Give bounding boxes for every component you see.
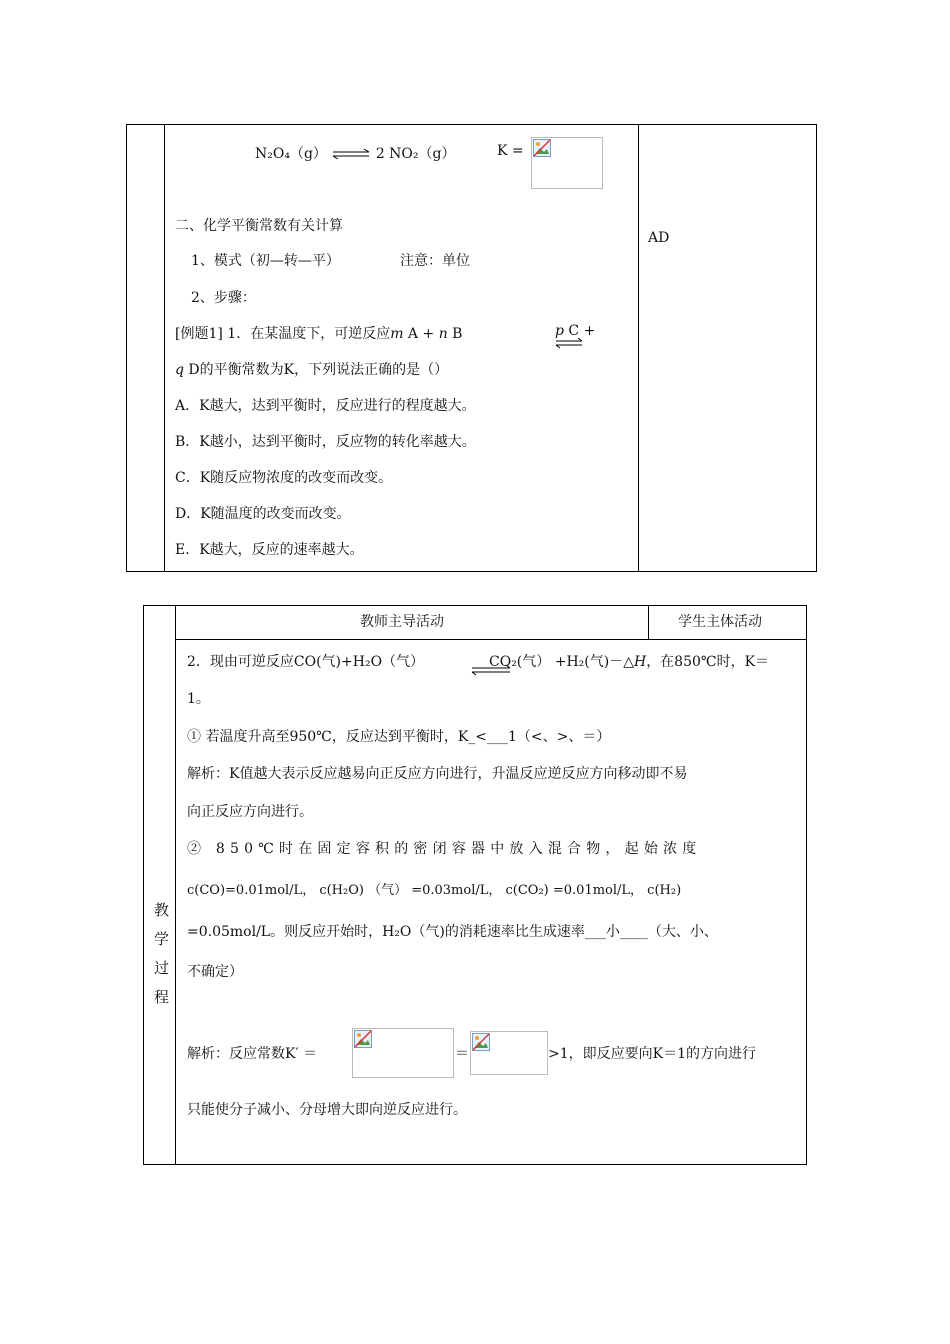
equation-right: 2 NO₂（g） bbox=[375, 146, 456, 162]
example-line-2: q D的平衡常数为K，下列说法正确的是（） bbox=[175, 362, 449, 378]
sub-question-2-line-1: ② 850℃时在固定容积的密闭容器中放入混合物，起始浓度 bbox=[187, 841, 702, 857]
sub-question-2-line-2: c(CO)=0.01mol/L， c(H₂O) （气） =0.03mol/L， c(CO₂) =0.01mol/L， c(H₂) bbox=[187, 883, 682, 898]
analysis-1-line-1: 解析：K值越大表示反应越易向正反应方向进行，升温反应逆反应方向移动即不易 bbox=[187, 766, 688, 782]
step-1: 1、模式（初—转—平） bbox=[191, 253, 340, 269]
table-1 bbox=[126, 124, 817, 572]
equation-left: N₂O₄（g） bbox=[255, 146, 327, 162]
sub-question-2-line-4: 不确定） bbox=[187, 964, 243, 980]
formula-image-icon bbox=[470, 1031, 548, 1075]
sub-question-2-line-3: =0.05mol/L。则反应开始时，H₂O（气)的消耗速率比生成速率___小____（大、小、 bbox=[187, 924, 718, 940]
header-teacher-activity: 教师主导活动 bbox=[360, 614, 444, 630]
equilibrium-arrow-icon bbox=[555, 337, 583, 349]
row-divider bbox=[175, 639, 806, 640]
k-label: K = bbox=[497, 143, 524, 159]
analysis-2-prefix: 解析：反应常数K′ ＝ bbox=[187, 1046, 318, 1062]
option-a: A．K越大，达到平衡时，反应进行的程度越大。 bbox=[175, 398, 476, 414]
example-line-1: [例题1] 1．在某温度下，可逆反应m A + n B bbox=[175, 326, 463, 342]
equilibrium-arrow-icon bbox=[471, 664, 511, 676]
answer-text: AD bbox=[648, 230, 670, 246]
column-divider bbox=[164, 125, 165, 571]
column-divider bbox=[175, 606, 176, 1164]
sub-question-1: ① 若温度升高至950℃，反应达到平衡时，K_<___1（<、>、＝） bbox=[187, 729, 611, 745]
equilibrium-equation bbox=[255, 143, 456, 163]
question-2-line-1b: CO₂(气） +H₂(气)－△H，在850℃时，K＝ bbox=[489, 654, 770, 670]
option-c: C．K随反应物浓度的改变而改变。 bbox=[175, 470, 393, 486]
column-divider bbox=[638, 125, 639, 571]
analysis-2-suffix: >1，即反应要向K＝1的方向进行 bbox=[548, 1046, 757, 1062]
column-divider bbox=[648, 606, 649, 639]
step-1-note: 注意：单位 bbox=[400, 253, 470, 269]
analysis-1-line-2: 向正反应方向进行。 bbox=[187, 804, 313, 820]
question-2-line-2: 1。 bbox=[187, 691, 210, 707]
side-label: 教学过程 bbox=[152, 902, 170, 1018]
table-2 bbox=[143, 605, 807, 1165]
step-2: 2、步骤： bbox=[191, 290, 256, 306]
formula-image-icon bbox=[531, 137, 603, 189]
question-2-line-1a: 2．现由可逆反应CO(气)+H₂O（气） bbox=[187, 654, 425, 670]
analysis-2-equals: ＝ bbox=[455, 1046, 469, 1062]
option-d: D．K随温度的改变而改变。 bbox=[175, 506, 351, 522]
formula-image-icon bbox=[352, 1028, 454, 1078]
option-e: E．K越大，反应的速率越大。 bbox=[175, 542, 364, 558]
header-student-activity: 学生主体活动 bbox=[678, 614, 762, 630]
example-product: p C + bbox=[555, 323, 596, 339]
option-b: B．K越小，达到平衡时，反应物的转化率越大。 bbox=[175, 434, 476, 450]
equilibrium-arrow-icon bbox=[331, 147, 371, 161]
section-title: 二、化学平衡常数有关计算 bbox=[175, 218, 343, 234]
analysis-2-line-2: 只能使分子减小、分母增大即向逆反应进行。 bbox=[187, 1102, 467, 1118]
